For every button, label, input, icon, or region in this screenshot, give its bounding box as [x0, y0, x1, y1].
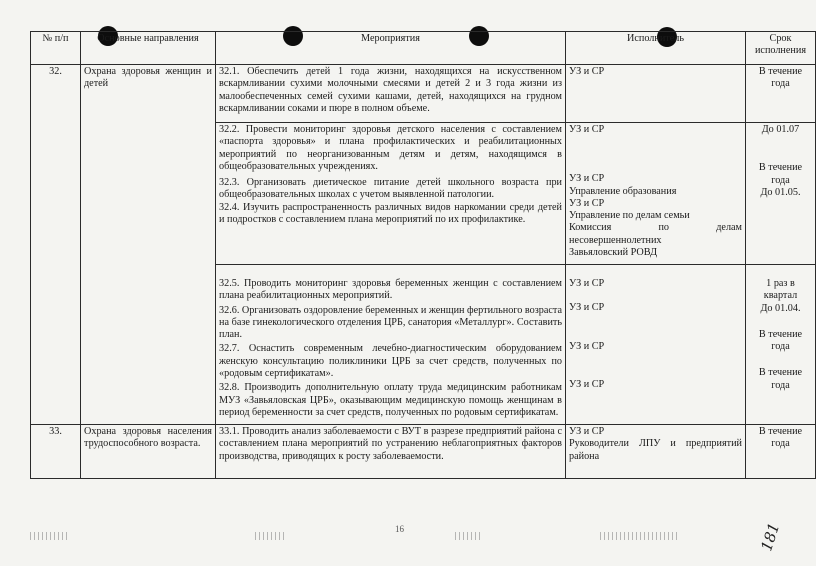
executor-cell — [566, 65, 746, 123]
executor-text: Комиссия по делам несовершеннолетних — [569, 222, 742, 246]
executor-text: УЗ и СР — [569, 302, 605, 314]
activity-cell — [216, 65, 566, 123]
term-text: До 01.05. — [760, 186, 801, 198]
executor-text: Завьяловский РОВД — [569, 247, 658, 259]
scan-artifact — [255, 532, 285, 540]
activity-32-4: 32.4. Изучить распространенность различных видов наркомании среди детей и подростков с составлением плана мероприятий по их профилактике. — [219, 201, 562, 226]
term-cell — [746, 265, 816, 425]
row-num: 33. — [31, 425, 81, 479]
row-num: 32. — [31, 65, 81, 425]
executor-text: Управление образования — [569, 185, 677, 197]
term-cell — [746, 425, 816, 479]
executor-text: УЗ и СР — [569, 66, 605, 77]
term-text: До 01.04. — [760, 302, 801, 314]
executor-cell — [566, 123, 746, 265]
table-row-33 — [31, 425, 816, 479]
header-num: № п/п — [31, 32, 81, 65]
executor-text: УЗ и СР — [569, 278, 605, 289]
term-cell — [746, 123, 816, 265]
scan-artifact — [30, 532, 70, 540]
row-direction: Охрана здоровья населения трудоспособного возраста. — [81, 425, 216, 479]
term-text: В течение года — [758, 162, 803, 186]
table-header-row — [31, 32, 816, 65]
handwritten-note: 181 — [757, 520, 784, 554]
term-text: В течение года — [758, 66, 803, 90]
activity-32-7: 32.7. Оснастить современным лечебно-диагностическим оборудованием женскую консультацию поликлиники ЦРБ за счет средств, полученных по «родовым сертификатам». — [219, 343, 562, 380]
executor-text: УЗ и СР — [569, 197, 605, 209]
term-text: В течение года — [758, 426, 803, 450]
activity-32-6: 32.6. Организовать оздоровление беременных и женщин фертильного возраста на базе гинекологического отделения ЦРБ, санатория «Металлург». Составить план. — [219, 304, 562, 341]
header-executor: Исполнитель — [566, 32, 746, 65]
term-text: В течение года — [758, 367, 803, 391]
scan-artifact — [600, 532, 680, 540]
table-row-32-1 — [31, 65, 816, 123]
page-number: 16 — [395, 524, 404, 534]
activity-32-8: 32.8. Производить дополнительную оплату труда медицинским работникам МУЗ «Завьяловская ЦРБ», оказывающим медицинскую помощь женщинам в период беременности за счет средств, полученных по родовым сертификатам. — [219, 382, 562, 418]
executor-cell — [566, 265, 746, 425]
term-cell — [746, 65, 816, 123]
executor-text: УЗ и СР — [569, 173, 605, 185]
activity-32-5: 32.5. Проводить мониторинг здоровья беременных женщин с составлением плана реабилитационных мероприятий. — [219, 278, 562, 302]
executor-text: УЗ и СР — [569, 124, 605, 135]
header-term: Срок исполнения — [746, 32, 816, 65]
executor-text: Управление по делам семьи — [569, 210, 690, 222]
header-direction: Основные направления — [81, 32, 216, 65]
executor-text: УЗ и СР — [569, 426, 605, 437]
scan-artifact — [455, 532, 481, 540]
executor-text: УЗ и СР — [569, 340, 605, 352]
executor-text: УЗ и СР — [569, 378, 605, 390]
activity-32-3: 32.3. Организовать диетическое питание детей школьного возраста при общеобразовательных школах с учетом выявленной патологии. — [219, 177, 562, 201]
activity-32-1: 32.1. Обеспечить детей 1 года жизни, находящихся на искусственном вскармливании сухими молочными смесями и детей 2 и 3 года жизни из малообеспеченных семей сухими кашами, детей, находящихся на грудном вскармливании соками и пюре в полном объеме. — [219, 66, 562, 114]
term-text: До 01.07 — [761, 124, 800, 135]
activity-cell — [216, 265, 566, 425]
executor-cell — [566, 425, 746, 479]
header-activity: Мероприятия — [216, 32, 566, 65]
executor-text: Руководители ЛПУ и предприятий района — [569, 438, 742, 462]
term-text: В течение года — [758, 328, 803, 353]
term-text: 1 раз в квартал — [763, 278, 798, 302]
activity-cell — [216, 425, 566, 479]
activity-cell — [216, 123, 566, 265]
activity-33-1: 33.1. Проводить анализ заболеваемости с ВУТ в разрезе предприятий района с составлением плана мероприятий по устранению неблагоприятных факторов производства, приводящих к росту заболеваемости. — [219, 426, 562, 462]
row-direction: Охрана здоровья женщин и детей — [81, 65, 216, 425]
activity-32-2: 32.2. Провести мониторинг здоровья детского населения с составлением «паспорта здоровья» и плана профилактических и реабилитационных мероприятий по неорганизованным детям и детям, находящимся в общеобразовательных учреждениях. — [219, 124, 562, 172]
activities-table — [30, 31, 816, 479]
